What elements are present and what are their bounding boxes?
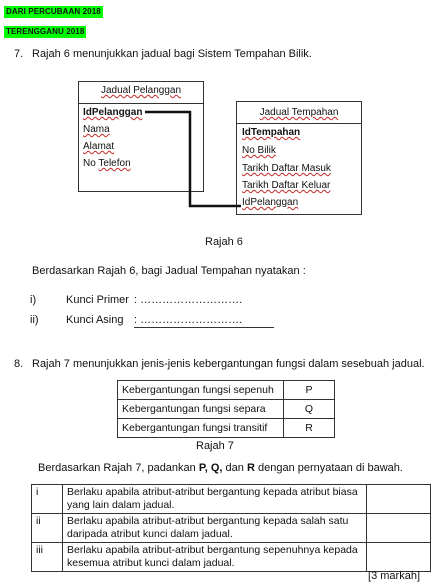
fd-code: P (284, 381, 335, 400)
attr: No Telefon (83, 158, 131, 169)
q8-number: 8. (14, 358, 24, 370)
table-row (118, 419, 335, 438)
attr-primary-key: IdTempahan (242, 127, 301, 138)
statement-text: Berlaku apabila atribut-atribut bergantung kepada salah satu daripada atribut kunci dalam jadual. (63, 514, 367, 543)
fd-name: Kebergantungan fungsi sepenuh (118, 381, 284, 400)
table-row (118, 400, 335, 419)
fd-name: Kebergantungan fungsi separa (118, 400, 284, 419)
q7-number: 7. (14, 48, 24, 60)
rajah7-caption: Rajah 7 (196, 440, 234, 452)
table-row (32, 543, 431, 572)
marks: [3 markah] (368, 570, 420, 582)
statement-num: ii (32, 514, 63, 543)
attr: Nama (83, 124, 110, 135)
answer-cell[interactable] (367, 543, 431, 572)
q7-instruction: Berdasarkan Rajah 6, bagi Jadual Tempahan nyatakan : (32, 265, 306, 277)
attr: Alamat (83, 141, 115, 152)
fd-code: R (284, 419, 335, 438)
rajah6-caption: Rajah 6 (205, 236, 243, 248)
answer-blank[interactable]: : ………………………. (134, 314, 274, 328)
statements-table (31, 484, 431, 572)
q7-text: Rajah 6 menunjukkan jadual bagi Sistem Tempahan Bilik. (32, 48, 312, 60)
table-row (32, 514, 431, 543)
fd-name: Kebergantungan fungsi transitif (118, 419, 284, 438)
attr: Tarikh Daftar Masuk (242, 163, 331, 174)
attr-primary-key: IdPelanggan (83, 107, 143, 118)
answer-blank[interactable]: : ………………………. (134, 294, 243, 306)
attr: No Bilik (242, 145, 276, 156)
fd-types-table (117, 380, 335, 438)
fd-code: Q (284, 400, 335, 419)
q8-text: Rajah 7 menunjukkan jenis-jenis kebergantungan fungsi dalam sesebuah jadual. (32, 358, 425, 370)
item-num: ii) (30, 314, 39, 326)
item-label: Kunci Asing (66, 314, 124, 326)
answer-cell[interactable] (367, 485, 431, 514)
q8-instruction: Berdasarkan Rajah 7, padankan P, Q, dan R dengan pernyataan di bawah. (38, 462, 403, 474)
source-tag-1: DARI PERCUBAAN 2018 (6, 7, 101, 16)
entity-title: Jadual Tempahan (259, 107, 339, 118)
attr: Tarikh Daftar Keluar (242, 180, 331, 191)
attr-foreign-key: IdPelanggan (242, 197, 299, 208)
item-num: i) (30, 294, 37, 306)
statement-num: i (32, 485, 63, 514)
item-label: Kunci Primer (66, 294, 129, 306)
entity-title: Jadual Pelanggan (100, 85, 182, 96)
answer-cell[interactable] (367, 514, 431, 543)
statement-text: Berlaku apabila atribut-atribut bergantung kepada atribut biasa yang lain dalam jadual. (63, 485, 367, 514)
statement-num: iii (32, 543, 63, 572)
source-tag-2: TERENGGANU 2018 (6, 27, 85, 36)
table-row (118, 381, 335, 400)
statement-text: Berlaku apabila atribut-atribut bergantung sepenuhnya kepada kesemua atribut kunci dalam jadual. (63, 543, 367, 572)
table-row (32, 485, 431, 514)
